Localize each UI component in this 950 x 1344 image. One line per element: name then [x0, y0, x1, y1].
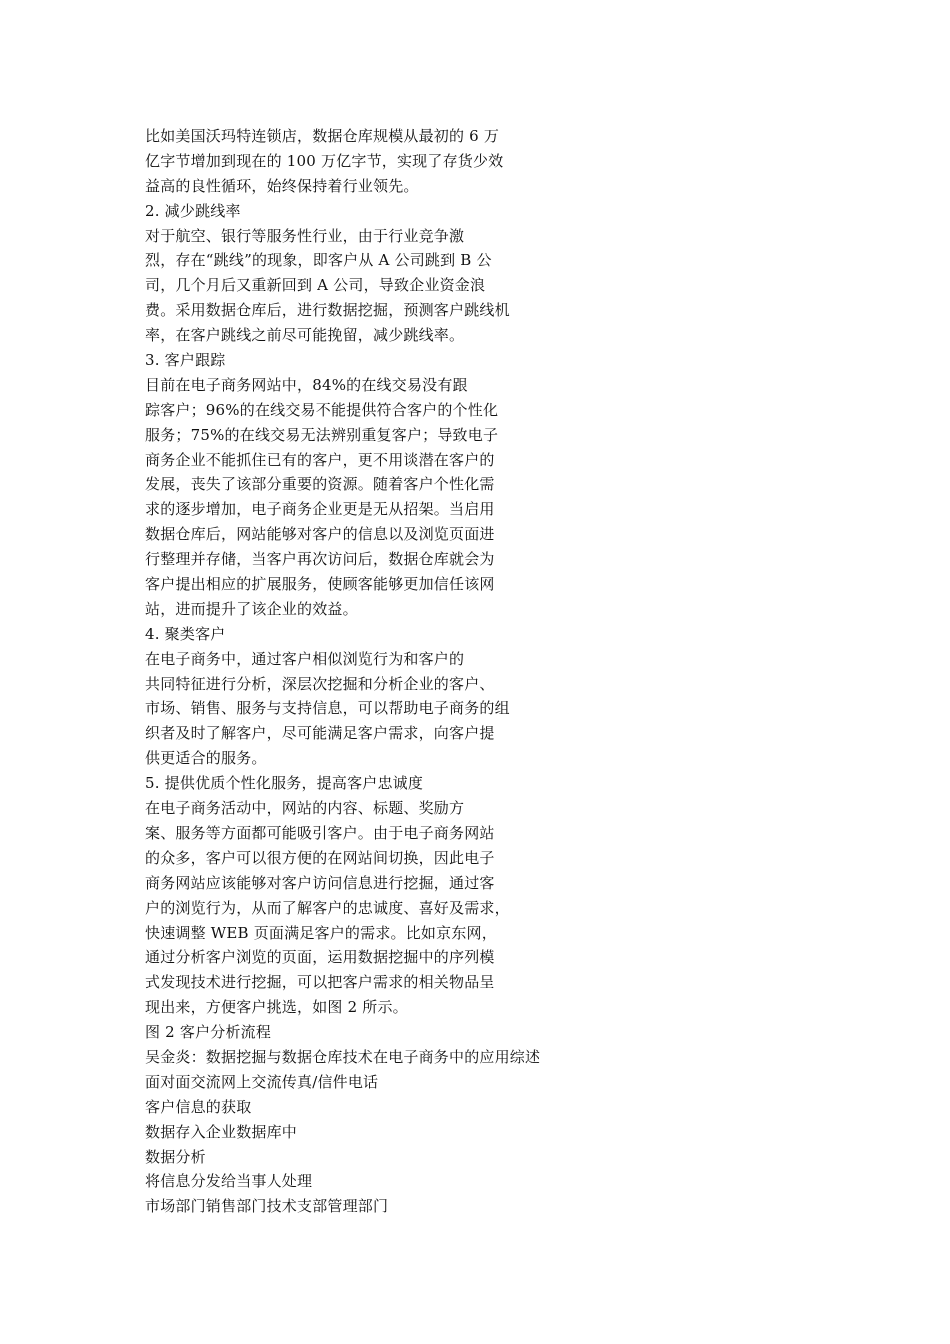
text-line: 户的浏览行为，从而了解客户的忠诚度、喜好及需求， [145, 898, 510, 917]
figure-text: 市场部门销售部门技术支部管理部门 [145, 1197, 389, 1216]
text-line: 市场、销售、服务与支持信息，可以帮助电子商务的组 [145, 699, 510, 718]
section-heading: 3. 客户跟踪 [145, 351, 226, 370]
text-line: 亿字节增加到现在的 100 万亿字节，实现了存货少效 [145, 151, 504, 170]
text-line: 踪客户；96%的在线交易不能提供符合客户的个性化 [145, 400, 499, 419]
text-line: 式发现技术进行挖掘，可以把客户需求的相关物品呈 [145, 973, 495, 992]
running-header: 吴金炎：数据挖掘与数据仓库技术在电子商务中的应用综述 [145, 1047, 541, 1066]
text-line: 商务企业不能抓住已有的客户，更不用谈潜在客户的 [145, 450, 495, 469]
text-line: 费。采用数据仓库后，进行数据挖掘，预测客户跳线机 [145, 301, 510, 320]
figure-text: 面对面交流网上交流传真/信件电话 [145, 1072, 379, 1091]
text-line: 现出来，方便客户挑选，如图 2 所示。 [145, 998, 408, 1017]
document-body [145, 124, 665, 1219]
text-line: 比如美国沃玛特连锁店，数据仓库规模从最初的 6 万 [145, 127, 500, 145]
figure-text: 客户信息的获取 [145, 1097, 252, 1116]
text-line: 站，进而提升了该企业的效益。 [145, 599, 358, 618]
text-line: 在电子商务活动中，网站的内容、标题、奖励方 [145, 799, 465, 818]
text-line: 织者及时了解客户，尽可能满足客户需求，向客户提 [145, 724, 495, 743]
text-line: 行整理并存储，当客户再次访问后，数据仓库就会为 [145, 550, 495, 569]
text-line: 发展，丧失了该部分重要的资源。随着客户个性化需 [145, 475, 495, 494]
text-line: 对于航空、银行等服务性行业，由于行业竞争激 [145, 226, 465, 245]
text-line: 案、服务等方面都可能吸引客户。由于电子商务网站 [145, 823, 495, 842]
text-line: 烈，存在“跳线”的现象，即客户从 A 公司跳到 B 公 [145, 251, 492, 270]
text-line: 益高的良性循环，始终保持着行业领先。 [145, 176, 419, 195]
figure-text: 数据分析 [145, 1147, 206, 1166]
text-line: 的众多，客户可以很方便的在网站间切换，因此电子 [145, 848, 495, 867]
text-line: 快速调整 WEB 页面满足客户的需求。比如京东网， [145, 923, 497, 942]
text-line: 通过分析客户浏览的页面，运用数据挖掘中的序列模 [145, 948, 495, 967]
figure-caption: 图 2 客户分析流程 [145, 1023, 272, 1042]
text-line: 供更适合的服务。 [145, 749, 267, 768]
figure-text: 数据存入企业数据库中 [145, 1122, 298, 1141]
text-line: 商务网站应该能够对客户访问信息进行挖掘，通过客 [145, 873, 495, 892]
text-line: 在电子商务中，通过客户相似浏览行为和客户的 [145, 649, 465, 668]
text-line: 客户提出相应的扩展服务，使顾客能够更加信任该网 [145, 575, 495, 594]
text-line: 司，几个月后又重新回到 A 公司，导致企业资金浪 [145, 276, 486, 295]
text-line: 求的逐步增加，电子商务企业更是无从招架。当启用 [145, 500, 495, 519]
text-line: 共同特征进行分析，深层次挖掘和分析企业的客户、 [145, 674, 495, 693]
text-line: 目前在电子商务网站中，84%的在线交易没有跟 [145, 375, 468, 394]
text-line: 数据仓库后，网站能够对客户的信息以及浏览页面进 [145, 525, 495, 544]
text-line: 率，在客户跳线之前尽可能挽留，减少跳线率。 [145, 326, 465, 345]
section-heading: 5. 提供优质个性化服务，提高客户忠诚度 [145, 774, 424, 793]
section-heading: 2. 减少跳线率 [145, 201, 241, 220]
figure-text: 将信息分发给当事人处理 [145, 1172, 313, 1191]
text-line: 服务；75%的在线交易无法辨别重复客户；导致电子 [145, 425, 499, 444]
section-heading: 4. 聚类客户 [145, 624, 226, 643]
